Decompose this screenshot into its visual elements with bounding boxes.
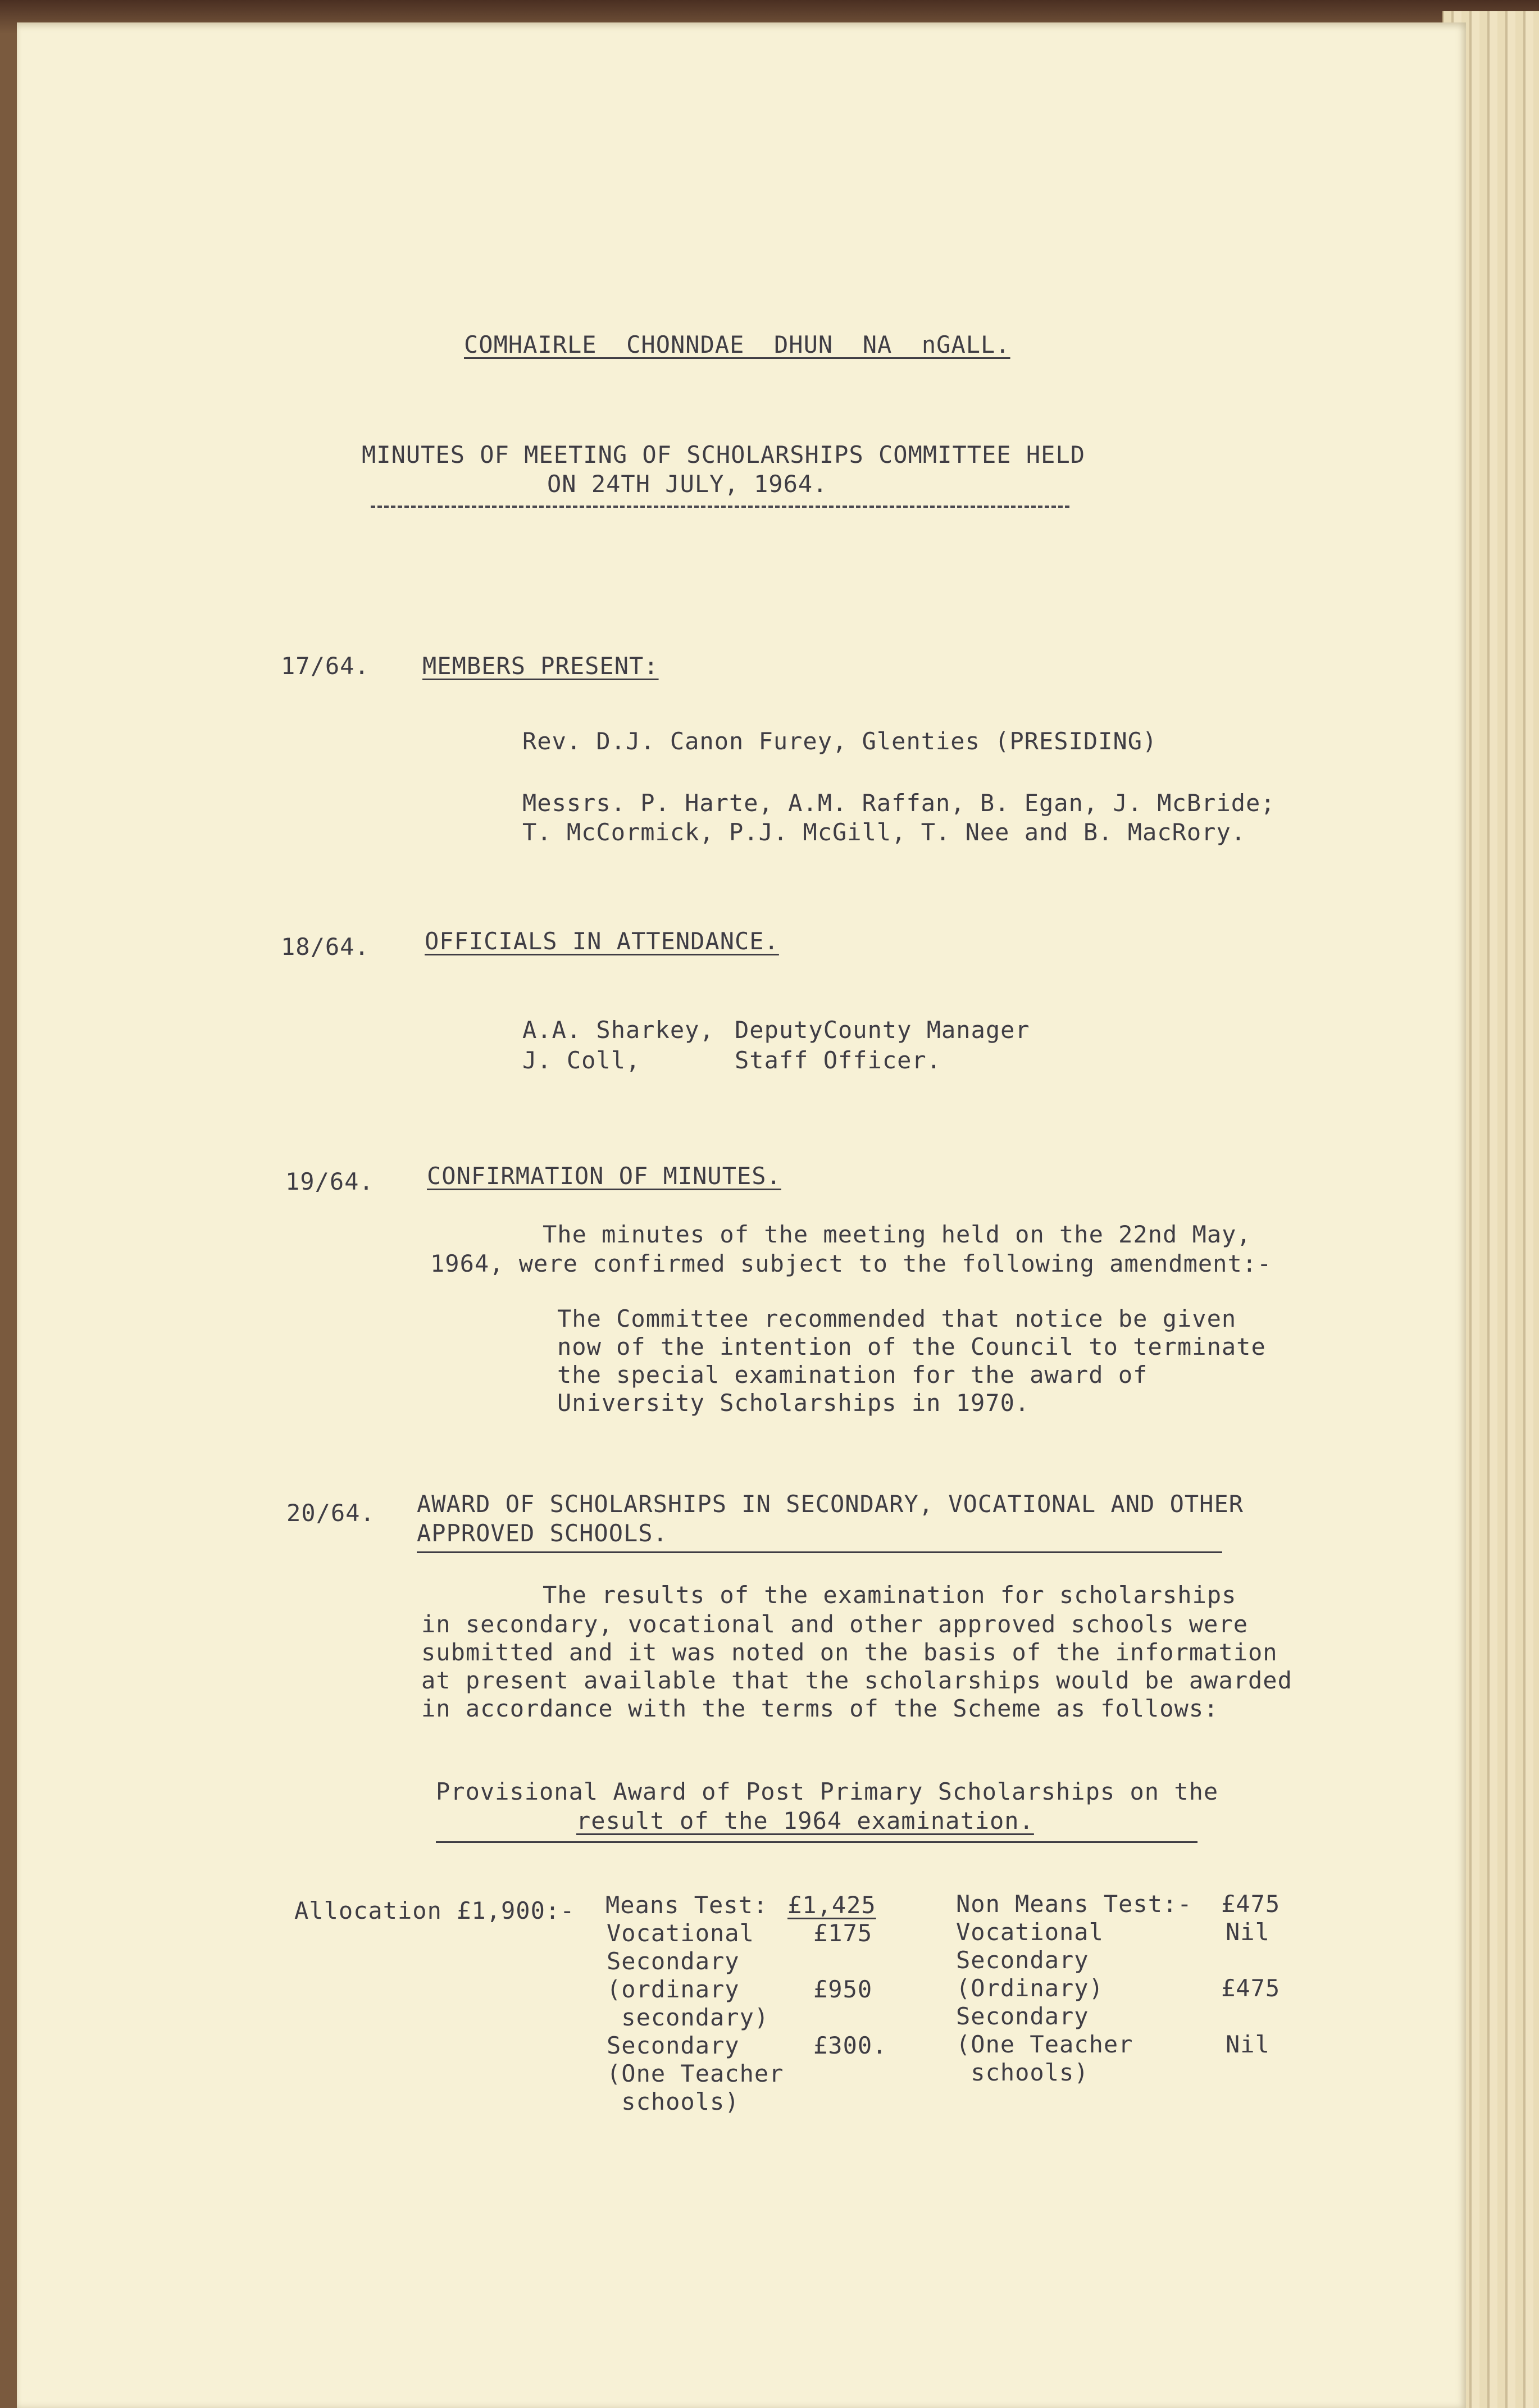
section-heading-award-line2: APPROVED SCHOOLS. xyxy=(417,1519,668,1547)
means-test-heading: Means Test: xyxy=(605,1891,768,1919)
non-means-row-label: Vocational xyxy=(956,1918,1104,1946)
section-heading-award-line1: AWARD OF SCHOLARSHIPS IN SECONDARY, VOCATIONAL AND OTHER xyxy=(417,1490,1244,1518)
section-number-20: 20/64. xyxy=(286,1499,375,1527)
section-heading-members-present: MEMBERS PRESENT: xyxy=(422,652,659,680)
non-means-row-amount: Nil xyxy=(1226,1918,1270,1946)
means-row-label: Secondary xyxy=(607,2032,740,2059)
amendment-line: The Committee recommended that notice be given xyxy=(557,1305,1237,1332)
minutes-title-line2: ON 24TH JULY, 1964. xyxy=(547,470,828,498)
means-row-label: secondary) xyxy=(607,2004,770,2031)
means-test-total: £1,425 xyxy=(787,1891,876,1919)
paragraph-line: in accordance with the terms of the Scheme as follows: xyxy=(421,1695,1219,1722)
non-means-test-heading: Non Means Test:- xyxy=(956,1890,1192,1918)
non-means-row-label: schools) xyxy=(956,2059,1089,2086)
non-means-row-label: Secondary xyxy=(956,1946,1089,1974)
table-title-line1: Provisional Award of Post Primary Scholarships on the xyxy=(436,1778,1219,1805)
means-row-label: (One Teacher xyxy=(607,2060,784,2087)
paragraph-line: in secondary, vocational and other approved schools were xyxy=(421,1610,1249,1638)
non-means-row-amount: £475 xyxy=(1221,1974,1281,2002)
council-header: COMHAIRLE CHONNDAE DHUN NA nGALL. xyxy=(464,331,1010,358)
paragraph-line: 1964, were confirmed subject to the following amendment:- xyxy=(430,1250,1272,1277)
members-line2: T. McCormick, P.J. McGill, T. Nee and B. MacRory. xyxy=(522,818,1246,846)
members-line1: Messrs. P. Harte, A.M. Raffan, B. Egan, J. McBride; xyxy=(522,789,1276,817)
section-heading-officials: OFFICIALS IN ATTENDANCE. xyxy=(425,927,779,955)
official-role: DeputyCounty Manager xyxy=(735,1016,1030,1044)
paragraph-line: The minutes of the meeting held on the 22nd May, xyxy=(543,1221,1251,1248)
paragraph-line: submitted and it was noted on the basis of the information xyxy=(421,1638,1278,1666)
official-role: Staff Officer. xyxy=(735,1046,942,1074)
allocation-label: Allocation £1,900:- xyxy=(294,1897,575,1924)
non-means-row-label: (Ordinary) xyxy=(956,1974,1104,2002)
amendment-line: the special examination for the award of xyxy=(557,1361,1148,1389)
title-dashed-rule xyxy=(371,506,1069,508)
heading-underline xyxy=(417,1551,1222,1553)
official-name: A.A. Sharkey, xyxy=(522,1016,714,1044)
table-title-underline xyxy=(436,1841,1197,1843)
means-row-amount: £175 xyxy=(813,1919,873,1947)
paragraph-line: at present available that the scholarships would be awarded xyxy=(421,1667,1292,1694)
section-number-18: 18/64. xyxy=(281,933,370,961)
non-means-test-total: £475 xyxy=(1221,1890,1281,1918)
table-title-line2: result of the 1964 examination. xyxy=(576,1807,1034,1835)
means-row-label: Secondary xyxy=(607,1947,740,1975)
means-row-label: (ordinary xyxy=(607,1975,740,2003)
non-means-row-label: (One Teacher xyxy=(956,2031,1133,2058)
non-means-row-amount: Nil xyxy=(1226,2031,1270,2058)
means-row-label: schools) xyxy=(607,2088,740,2115)
means-row-label: Vocational xyxy=(607,1919,754,1947)
amendment-line: now of the intention of the Council to terminate xyxy=(557,1333,1266,1360)
means-row-amount: £950 xyxy=(813,1975,873,2003)
minutes-title-line1: MINUTES OF MEETING OF SCHOLARSHIPS COMMITTEE HELD xyxy=(362,441,1086,468)
section-number-19: 19/64. xyxy=(285,1168,374,1195)
section-heading-confirmation: CONFIRMATION OF MINUTES. xyxy=(427,1162,781,1190)
paragraph-line: The results of the examination for scholarships xyxy=(543,1581,1237,1609)
section-number-17: 17/64. xyxy=(281,652,370,680)
non-means-row-label: Secondary xyxy=(956,2002,1089,2030)
amendment-line: University Scholarships in 1970. xyxy=(557,1389,1030,1417)
official-name: J. Coll, xyxy=(522,1046,641,1074)
document-page xyxy=(17,22,1466,2408)
means-row-amount: £300. xyxy=(813,2032,887,2059)
presiding-line: Rev. D.J. Canon Furey, Glenties (PRESIDING) xyxy=(522,727,1158,755)
